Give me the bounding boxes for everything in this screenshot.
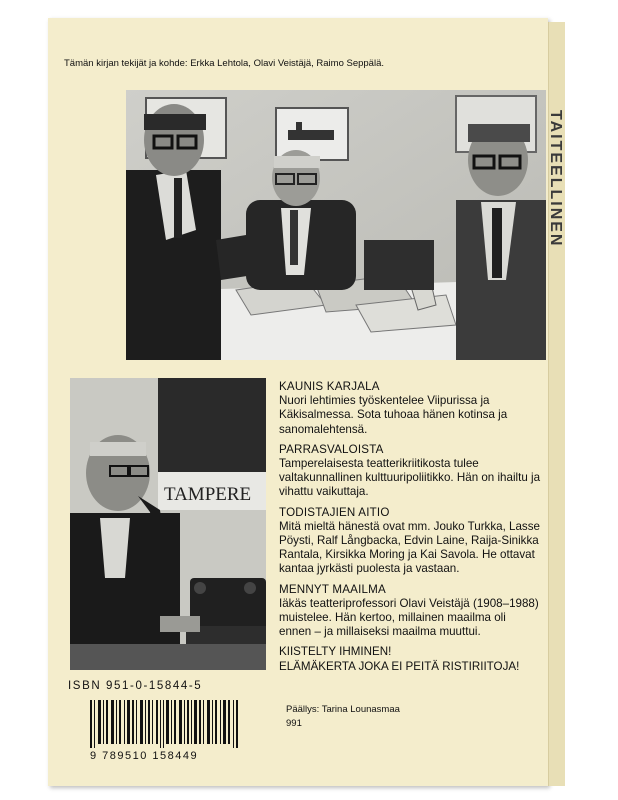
photo-man-typewriter-illustration xyxy=(70,378,266,670)
cover-designer: Päällys: Tarina Lounasmaa xyxy=(286,704,400,715)
section-heading: TODISTAJIEN AITIO xyxy=(279,505,390,519)
tagline-kiistelty: KIISTELTY IHMINEN! xyxy=(279,645,392,659)
spine-title: TAITEELLINEN xyxy=(547,110,564,248)
section-body: Tamperelaisesta teatterikriitikosta tulee valtakunnallinen kulttuuripoliitikko. Hän on ihailtu ja vihattu vaikuttaja. xyxy=(279,457,541,499)
tagline-elamakerta: ELÄMÄKERTA JOKA EI PEITÄ RISTIRIITOJA! xyxy=(279,659,520,673)
authors-caption: Tämän kirjan tekijät ja kohde: Erkka Lehtola, Olavi Veistäjä, Raimo Seppälä. xyxy=(64,58,384,69)
barcode-number: 9 789510 158449 xyxy=(90,750,199,762)
section-heading: MENNYT MAAILMA xyxy=(279,582,386,596)
section-body: Mitä mieltä hänestä ovat mm. Jouko Turkka, Lasse Pöysti, Ralf Långbacka, Edvin Laine, Raija-Sinikka Rantala, Kirsikka Moring ja Kai Savola. He ottavat kantaa jyrkästi puolesta ja vastaan. xyxy=(279,519,540,576)
print-code: 991 xyxy=(286,718,302,729)
isbn-label: ISBN 951-0-15844-5 xyxy=(68,680,203,692)
section-mennyt-maailma xyxy=(279,583,541,640)
section-kaunis-karjala xyxy=(279,380,541,437)
tampere-poster-text: TAMPERE xyxy=(164,484,252,505)
barcode xyxy=(90,700,240,748)
section-todistajien-aitio xyxy=(279,506,541,577)
section-heading: KAUNIS KARJALA xyxy=(279,380,380,393)
section-parrasvaloista xyxy=(279,443,541,500)
photo-man-typewriter xyxy=(70,378,266,670)
photo-three-men xyxy=(126,90,546,360)
cover-credit xyxy=(286,703,400,731)
photo-three-men-illustration xyxy=(126,90,546,360)
section-body: Iäkäs teatteriprofessori Olavi Veistäjä (1908–1988) muistelee. Hän kertoo, millainen maailma oli ennen – ja millaiseksi maailma muuttui. xyxy=(279,596,539,639)
section-body: Nuori lehtimies työskentelee Viipurissa ja Käkisalmessa. Sota tuhoaa hänen kotinsa ja sanomalehtensä. xyxy=(279,394,508,436)
blurb-text-column xyxy=(279,380,541,674)
section-heading: PARRASVALOISTA xyxy=(279,442,384,456)
